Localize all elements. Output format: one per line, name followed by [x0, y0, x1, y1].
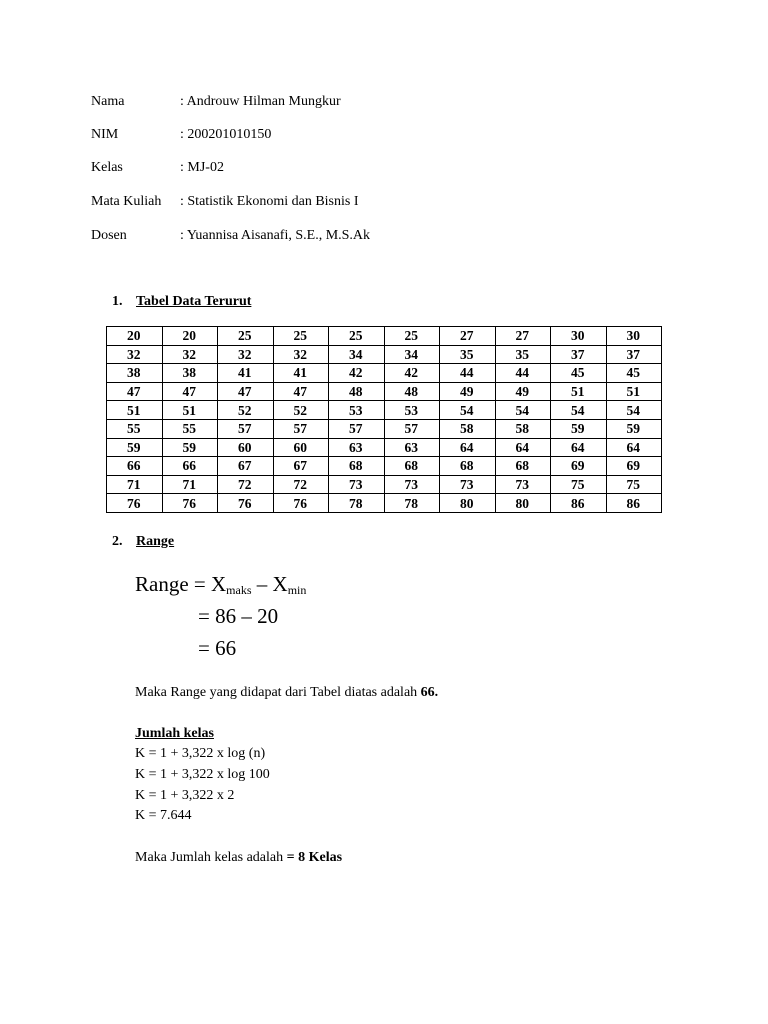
- table-cell: 32: [273, 345, 329, 364]
- table-cell: 73: [440, 475, 496, 494]
- table-cell: 86: [551, 494, 607, 513]
- table-cell: 69: [551, 457, 607, 476]
- formula-sub-maks: maks: [226, 583, 252, 597]
- jumlah-kelas-line-4: K = 7.644: [135, 808, 192, 823]
- table-cell: 78: [329, 494, 385, 513]
- table-cell: 72: [218, 475, 274, 494]
- table-cell: 32: [218, 345, 274, 364]
- table-row: [107, 475, 662, 494]
- table-cell: 44: [440, 364, 496, 383]
- table-cell: 66: [162, 457, 218, 476]
- table-cell: 60: [273, 438, 329, 457]
- table-cell: 30: [551, 327, 607, 346]
- table-cell: 76: [273, 494, 329, 513]
- table-cell: 80: [495, 494, 551, 513]
- table-cell: 20: [162, 327, 218, 346]
- jumlah-kelas-conclusion-text: Maka Jumlah kelas adalah: [135, 850, 287, 865]
- table-row: [107, 345, 662, 364]
- section-1-title: Tabel Data Terurut: [136, 294, 252, 309]
- table-row: [107, 494, 662, 513]
- table-cell: 54: [495, 401, 551, 420]
- table-cell: 44: [495, 364, 551, 383]
- info-value-nim: : 200201010150: [180, 127, 272, 142]
- table-cell: 48: [384, 382, 440, 401]
- table-cell: 68: [329, 457, 385, 476]
- table-cell: 57: [218, 419, 274, 438]
- table-cell: 32: [107, 345, 163, 364]
- table-cell: 47: [107, 382, 163, 401]
- section-2-title: Range: [136, 534, 175, 549]
- table-cell: 37: [551, 345, 607, 364]
- table-cell: 63: [329, 438, 385, 457]
- section-2-number: 2.: [112, 534, 123, 549]
- jumlah-kelas-title: Jumlah kelas: [135, 726, 214, 741]
- table-cell: 57: [384, 419, 440, 438]
- table-cell: 25: [329, 327, 385, 346]
- table-cell: 51: [162, 401, 218, 420]
- table-cell: 57: [329, 419, 385, 438]
- table-cell: 64: [440, 438, 496, 457]
- range-formula-line-1: [135, 572, 306, 598]
- table-cell: 27: [495, 327, 551, 346]
- table-cell: 25: [384, 327, 440, 346]
- table-row: [107, 438, 662, 457]
- table-cell: 73: [329, 475, 385, 494]
- info-value-nama: : Androuw Hilman Mungkur: [180, 94, 341, 109]
- table-cell: 68: [495, 457, 551, 476]
- table-cell: 38: [107, 364, 163, 383]
- table-cell: 80: [440, 494, 496, 513]
- table-cell: 25: [273, 327, 329, 346]
- table-cell: 73: [384, 475, 440, 494]
- range-conclusion: [135, 685, 438, 701]
- table-cell: 75: [606, 475, 662, 494]
- table-cell: 42: [384, 364, 440, 383]
- section-1-number: 1.: [112, 294, 123, 309]
- table-cell: 38: [162, 364, 218, 383]
- table-cell: 45: [551, 364, 607, 383]
- info-label-dosen: Dosen: [91, 228, 127, 243]
- table-cell: 55: [107, 419, 163, 438]
- info-label-kelas: Kelas: [91, 160, 123, 175]
- table-cell: 58: [440, 419, 496, 438]
- table-cell: 69: [606, 457, 662, 476]
- table-row: [107, 364, 662, 383]
- table-cell: 68: [384, 457, 440, 476]
- formula-sub-min: min: [287, 583, 307, 597]
- jumlah-kelas-line-1: K = 1 + 3,322 x log (n): [135, 746, 266, 761]
- range-formula-line-3: = 66: [198, 636, 237, 660]
- table-cell: 71: [162, 475, 218, 494]
- table-cell: 54: [551, 401, 607, 420]
- table-cell: 59: [606, 419, 662, 438]
- table-cell: 54: [606, 401, 662, 420]
- table-row: [107, 401, 662, 420]
- table-cell: 66: [107, 457, 163, 476]
- table-cell: 53: [384, 401, 440, 420]
- formula-minus: – X: [251, 572, 288, 596]
- table-cell: 60: [218, 438, 274, 457]
- table-cell: 64: [606, 438, 662, 457]
- table-cell: 86: [606, 494, 662, 513]
- section-2-heading: [112, 534, 174, 550]
- table-row: [107, 382, 662, 401]
- table-cell: 71: [107, 475, 163, 494]
- table-cell: 47: [162, 382, 218, 401]
- jumlah-kelas-line-3: K = 1 + 3,322 x 2: [135, 788, 235, 803]
- table-cell: 76: [107, 494, 163, 513]
- table-cell: 47: [218, 382, 274, 401]
- table-cell: 52: [218, 401, 274, 420]
- table-cell: 37: [606, 345, 662, 364]
- table-cell: 57: [273, 419, 329, 438]
- range-formula-line-2: = 86 – 20: [198, 604, 279, 628]
- table-cell: 27: [440, 327, 496, 346]
- table-cell: 59: [551, 419, 607, 438]
- table-cell: 20: [107, 327, 163, 346]
- table-cell: 42: [329, 364, 385, 383]
- info-label-nim: NIM: [91, 127, 119, 142]
- range-conclusion-text: Maka Range yang didapat dari Tabel diatas adalah: [135, 685, 421, 700]
- table-cell: 30: [606, 327, 662, 346]
- table-cell: 75: [551, 475, 607, 494]
- table-cell: 32: [162, 345, 218, 364]
- table-cell: 76: [162, 494, 218, 513]
- table-cell: 45: [606, 364, 662, 383]
- info-value-dosen: : Yuannisa Aisanafi, S.E., M.S.Ak: [180, 228, 371, 243]
- table-cell: 34: [384, 345, 440, 364]
- table-row: [107, 327, 662, 346]
- section-1-heading: [112, 294, 251, 310]
- formula-lhs: Range = X: [135, 572, 227, 596]
- table-cell: 49: [495, 382, 551, 401]
- table-cell: 41: [218, 364, 274, 383]
- table-row: [107, 419, 662, 438]
- table-cell: 51: [107, 401, 163, 420]
- table-cell: 78: [384, 494, 440, 513]
- sorted-data-table: [106, 326, 662, 513]
- table-cell: 68: [440, 457, 496, 476]
- table-cell: 25: [218, 327, 274, 346]
- table-cell: 64: [495, 438, 551, 457]
- table-cell: 35: [495, 345, 551, 364]
- info-value-kelas: : MJ-02: [180, 160, 224, 175]
- table-cell: 64: [551, 438, 607, 457]
- info-value-mata-kuliah: : Statistik Ekonomi dan Bisnis I: [180, 194, 359, 209]
- table-cell: 59: [107, 438, 163, 457]
- table-cell: 67: [273, 457, 329, 476]
- table-cell: 58: [495, 419, 551, 438]
- table-cell: 67: [218, 457, 274, 476]
- table-cell: 53: [329, 401, 385, 420]
- jumlah-kelas-conclusion-value: = 8 Kelas: [286, 850, 343, 865]
- table-cell: 63: [384, 438, 440, 457]
- table-cell: 72: [273, 475, 329, 494]
- table-cell: 51: [551, 382, 607, 401]
- range-conclusion-value: 66.: [420, 685, 439, 700]
- table-cell: 73: [495, 475, 551, 494]
- table-row: [107, 457, 662, 476]
- table-cell: 47: [273, 382, 329, 401]
- info-label-mata-kuliah: Mata Kuliah: [91, 194, 162, 209]
- table-cell: 34: [329, 345, 385, 364]
- table-cell: 51: [606, 382, 662, 401]
- table-cell: 49: [440, 382, 496, 401]
- jumlah-kelas-line-2: K = 1 + 3,322 x log 100: [135, 767, 270, 782]
- table-cell: 55: [162, 419, 218, 438]
- table-cell: 52: [273, 401, 329, 420]
- jumlah-kelas-conclusion: [135, 850, 342, 866]
- table-cell: 54: [440, 401, 496, 420]
- table-cell: 76: [218, 494, 274, 513]
- table-cell: 35: [440, 345, 496, 364]
- table-cell: 48: [329, 382, 385, 401]
- info-label-nama: Nama: [91, 94, 125, 109]
- table-cell: 59: [162, 438, 218, 457]
- table-cell: 41: [273, 364, 329, 383]
